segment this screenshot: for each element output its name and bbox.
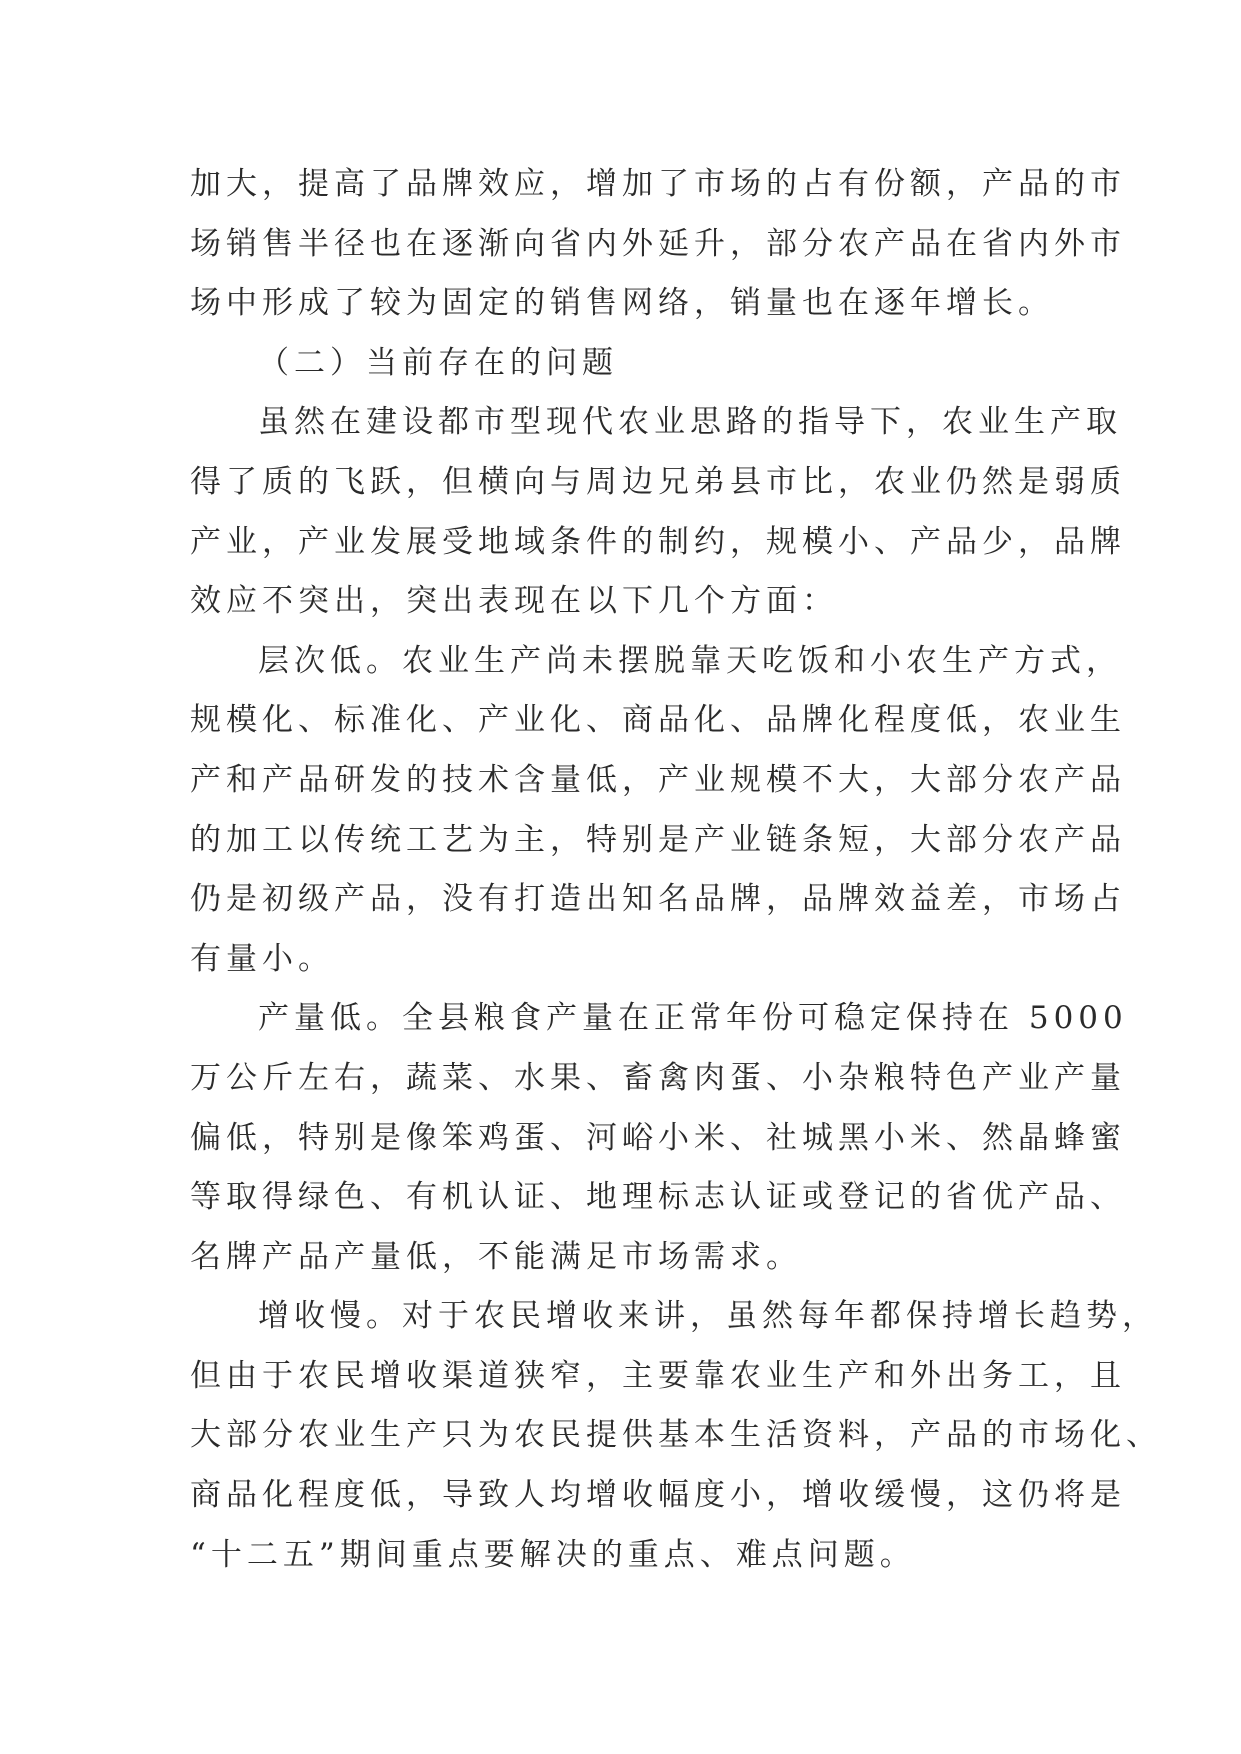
text-line: 增收慢。对于农民增收来讲，虽然每年都保持增长趋势， bbox=[258, 1298, 1158, 1335]
paragraph-low-level bbox=[190, 632, 1126, 990]
heading-text: （二）当前存在的问题 bbox=[258, 344, 618, 381]
text-line: 产和产品研发的技术含量低，产业规模不大，大部分农产品 bbox=[190, 761, 1126, 798]
document-body bbox=[190, 155, 1162, 1585]
text-line: 规模化、标准化、产业化、商品化、品牌化程度低，农业生 bbox=[190, 702, 1126, 739]
text-line: 仍是初级产品，没有打造出知名品牌，品牌效益差，市场占 bbox=[190, 881, 1126, 918]
text-line: 产业，产业发展受地域条件的制约，规模小、产品少，品牌 bbox=[190, 523, 1126, 560]
text-line: 名牌产品产量低，不能满足市场需求。 bbox=[190, 1238, 802, 1275]
text-line: 但由于农民增收渠道狭窄，主要靠农业生产和外出务工，且 bbox=[190, 1357, 1126, 1394]
text-line: 偏低，特别是像笨鸡蛋、河峪小米、社城黑小米、然晶蜂蜜 bbox=[190, 1119, 1126, 1156]
text-line: 场销售半径也在逐渐向省内外延升，部分农产品在省内外市 bbox=[190, 225, 1126, 262]
text-line: 效应不突出，突出表现在以下几个方面： bbox=[190, 583, 838, 620]
text-line: 有量小。 bbox=[190, 940, 334, 977]
text-line: “十二五”期间重点要解决的重点、难点问题。 bbox=[190, 1536, 916, 1573]
paragraph-low-output bbox=[190, 989, 1128, 1287]
text-line: 商品化程度低，导致人均增收幅度小，增收缓慢，这仍将是 bbox=[190, 1477, 1126, 1514]
paragraph-overview bbox=[190, 393, 1126, 631]
text-line: 万公斤左右，蔬菜、水果、畜禽肉蛋、小杂粮特色产业产量 bbox=[190, 1059, 1126, 1096]
text-line: 场中形成了较为固定的销售网络，销量也在逐年增长。 bbox=[190, 285, 1054, 322]
text-line: 得了质的飞跃，但横向与周边兄弟县市比，农业仍然是弱质 bbox=[190, 463, 1126, 500]
text-line: 的加工以传统工艺为主，特别是产业链条短，大部分农产品 bbox=[190, 821, 1126, 858]
text-line: 层次低。农业生产尚未摆脱靠天吃饭和小农生产方式， bbox=[258, 642, 1122, 679]
text-line: 虽然在建设都市型现代农业思路的指导下，农业生产取 bbox=[258, 404, 1122, 441]
text-line: 产量低。全县粮食产量在正常年份可稳定保持在 5000 bbox=[258, 1000, 1128, 1037]
paragraph-market-share bbox=[190, 155, 1126, 334]
text-line: 等取得绿色、有机认证、地理标志认证或登记的省优产品、 bbox=[190, 1179, 1126, 1216]
section-heading-current-problems bbox=[190, 334, 1050, 394]
paragraph-slow-income bbox=[190, 1287, 1162, 1585]
text-line: 大部分农业生产只为农民提供基本生活资料，产品的市场化、 bbox=[190, 1417, 1162, 1454]
text-line: 加大，提高了品牌效应，增加了市场的占有份额，产品的市 bbox=[190, 166, 1126, 202]
